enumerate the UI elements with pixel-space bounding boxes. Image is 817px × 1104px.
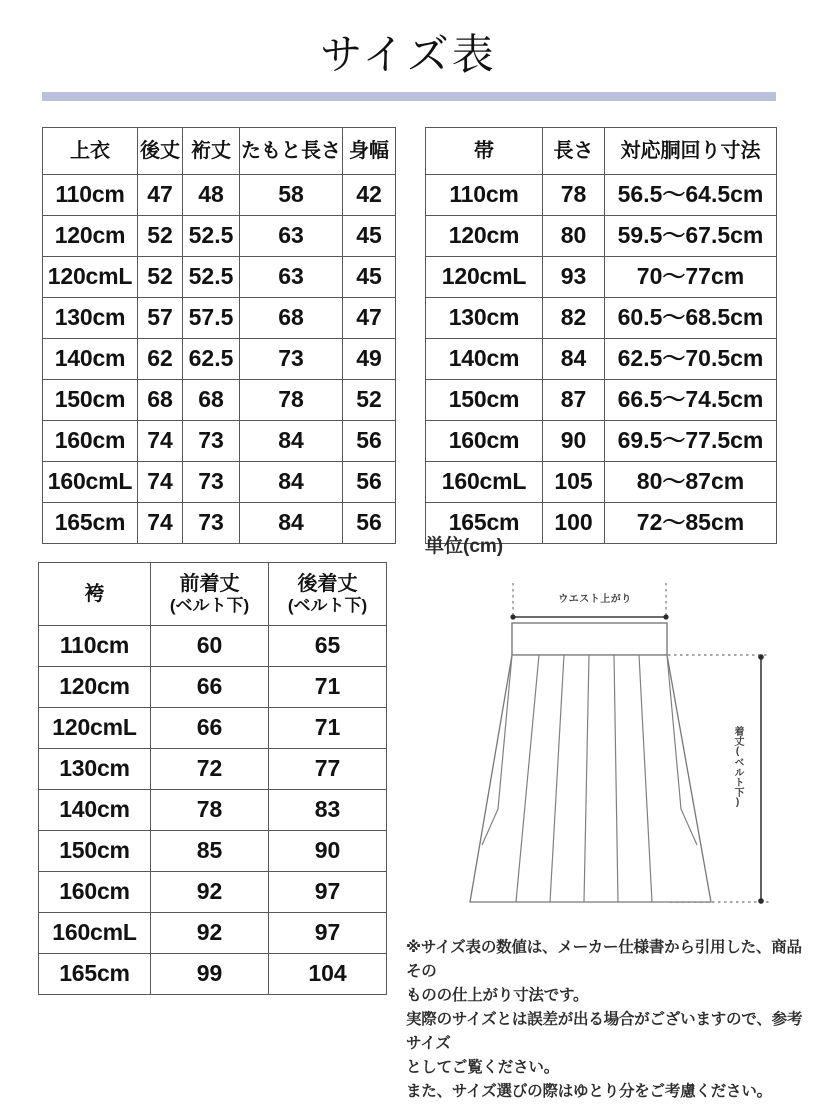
table-row: [43, 257, 396, 298]
table-row: [426, 257, 777, 298]
table-row: [43, 175, 396, 216]
value-cell: 80〜87cm: [605, 462, 777, 503]
column-header: [39, 563, 151, 626]
value-cell: 49: [343, 339, 396, 380]
table-row: [43, 339, 396, 380]
value-cell: 90: [543, 421, 605, 462]
column-header: 後丈: [138, 128, 183, 175]
table-row: [39, 708, 387, 749]
footnote-line: ※サイズ表の数値は、メーカー仕様書から引用した、商品その: [406, 939, 802, 981]
value-cell: 93: [543, 257, 605, 298]
size-cell: 160cmL: [426, 462, 543, 503]
value-cell: 84: [240, 503, 343, 544]
title-divider: [42, 92, 776, 101]
column-header-main: 後着丈: [297, 572, 358, 595]
table-row: [39, 913, 387, 954]
value-cell: 97: [269, 872, 387, 913]
column-header: 長さ: [543, 128, 605, 175]
table-row: [426, 175, 777, 216]
value-cell: 47: [138, 175, 183, 216]
value-cell: 71: [269, 708, 387, 749]
value-cell: 48: [183, 175, 240, 216]
waist-measure-label: ウエスト上がり: [558, 594, 632, 605]
size-cell: 110cm: [43, 175, 138, 216]
value-cell: 72: [151, 749, 269, 790]
column-header: 上衣: [43, 128, 138, 175]
value-cell: 82: [543, 298, 605, 339]
size-cell: 160cmL: [39, 913, 151, 954]
value-cell: 84: [240, 421, 343, 462]
value-cell: 56: [343, 462, 396, 503]
value-cell: 52: [343, 380, 396, 421]
size-cell: 120cmL: [39, 708, 151, 749]
value-cell: 99: [151, 954, 269, 995]
size-cell: 130cm: [43, 298, 138, 339]
column-header: 裄丈: [183, 128, 240, 175]
size-cell: 110cm: [426, 175, 543, 216]
value-cell: 60.5〜68.5cm: [605, 298, 777, 339]
size-cell: 150cm: [426, 380, 543, 421]
table-row: [43, 216, 396, 257]
value-cell: 62.5: [183, 339, 240, 380]
value-cell: 68: [138, 380, 183, 421]
table-header-row: [426, 128, 777, 175]
value-cell: 78: [151, 790, 269, 831]
value-cell: 66: [151, 708, 269, 749]
value-cell: 73: [240, 339, 343, 380]
value-cell: 87: [543, 380, 605, 421]
length-measure-label: 着丈(ベルト下): [732, 726, 743, 808]
size-cell: 165cm: [39, 954, 151, 995]
footnote-line: ものの仕上がり寸法です。: [406, 987, 589, 1005]
footnote: [406, 936, 806, 1104]
value-cell: 72〜85cm: [605, 503, 777, 544]
value-cell: 52.5: [183, 216, 240, 257]
value-cell: 73: [183, 421, 240, 462]
value-cell: 63: [240, 257, 343, 298]
value-cell: 47: [343, 298, 396, 339]
top-garment-table: [42, 127, 396, 544]
table-row: [426, 339, 777, 380]
size-cell: 120cm: [39, 667, 151, 708]
table-row: [43, 298, 396, 339]
value-cell: 100: [543, 503, 605, 544]
value-cell: 57.5: [183, 298, 240, 339]
value-cell: 56: [343, 503, 396, 544]
footnote-line: また、サイズ選びの際はゆとり分をご考慮ください。: [406, 1083, 772, 1101]
column-header: [269, 563, 387, 626]
value-cell: 97: [269, 913, 387, 954]
value-cell: 62: [138, 339, 183, 380]
value-cell: 83: [269, 790, 387, 831]
value-cell: 52: [138, 216, 183, 257]
column-header: たもと長さ: [240, 128, 343, 175]
value-cell: 74: [138, 421, 183, 462]
table-row: [426, 421, 777, 462]
size-cell: 130cm: [426, 298, 543, 339]
value-cell: 77: [269, 749, 387, 790]
value-cell: 78: [543, 175, 605, 216]
value-cell: 52.5: [183, 257, 240, 298]
footnote-line: 実際のサイズとは誤差が出る場合がございますので、参考サイズ: [406, 1011, 803, 1053]
size-cell: 140cm: [39, 790, 151, 831]
page-title: サイズ表: [320, 31, 497, 78]
value-cell: 45: [343, 216, 396, 257]
value-cell: 42: [343, 175, 396, 216]
table-row: [39, 626, 387, 667]
size-cell: 120cmL: [43, 257, 138, 298]
size-cell: 160cm: [39, 872, 151, 913]
value-cell: 92: [151, 913, 269, 954]
table-row: [43, 421, 396, 462]
column-header-main: 前着丈: [179, 572, 240, 595]
size-cell: 165cm: [43, 503, 138, 544]
size-cell: 140cm: [43, 339, 138, 380]
value-cell: 58: [240, 175, 343, 216]
value-cell: 84: [240, 462, 343, 503]
size-cell: 120cmL: [426, 257, 543, 298]
table-row: [39, 872, 387, 913]
value-cell: 71: [269, 667, 387, 708]
value-cell: 90: [269, 831, 387, 872]
value-cell: 69.5〜77.5cm: [605, 421, 777, 462]
value-cell: 78: [240, 380, 343, 421]
value-cell: 80: [543, 216, 605, 257]
value-cell: 68: [240, 298, 343, 339]
table-row: [39, 749, 387, 790]
value-cell: 56: [343, 421, 396, 462]
column-header-sub: (ベルト下): [287, 596, 368, 616]
value-cell: 68: [183, 380, 240, 421]
value-cell: 105: [543, 462, 605, 503]
size-cell: 150cm: [43, 380, 138, 421]
value-cell: 84: [543, 339, 605, 380]
column-header: 帯: [426, 128, 543, 175]
value-cell: 52: [138, 257, 183, 298]
footnote-line: としてご覧ください。: [406, 1059, 560, 1077]
value-cell: 65: [269, 626, 387, 667]
table-row: [39, 790, 387, 831]
value-cell: 70〜77cm: [605, 257, 777, 298]
value-cell: 59.5〜67.5cm: [605, 216, 777, 257]
value-cell: 60: [151, 626, 269, 667]
size-cell: 120cm: [426, 216, 543, 257]
table-row: [43, 503, 396, 544]
value-cell: 56.5〜64.5cm: [605, 175, 777, 216]
value-cell: 73: [183, 503, 240, 544]
column-header-sub: (ベルト下): [169, 596, 250, 616]
table-row: [43, 380, 396, 421]
value-cell: 92: [151, 872, 269, 913]
table-row: [39, 954, 387, 995]
table-row: [426, 216, 777, 257]
value-cell: 66.5〜74.5cm: [605, 380, 777, 421]
value-cell: 62.5〜70.5cm: [605, 339, 777, 380]
column-header: 対応胴回り寸法: [605, 128, 777, 175]
value-cell: 63: [240, 216, 343, 257]
size-cell: 160cm: [426, 421, 543, 462]
value-cell: 85: [151, 831, 269, 872]
size-cell: 110cm: [39, 626, 151, 667]
size-cell: 160cm: [43, 421, 138, 462]
value-cell: 74: [138, 503, 183, 544]
column-header-main: 袴: [84, 582, 105, 605]
hakama-measurement-diagram: [408, 565, 808, 935]
table-row: [426, 298, 777, 339]
table-row: [39, 667, 387, 708]
value-cell: 73: [183, 462, 240, 503]
size-cell: 150cm: [39, 831, 151, 872]
table-row: [39, 831, 387, 872]
value-cell: 57: [138, 298, 183, 339]
table-row: [426, 380, 777, 421]
size-cell: 160cmL: [43, 462, 138, 503]
size-cell: 140cm: [426, 339, 543, 380]
size-cell: 120cm: [43, 216, 138, 257]
hakama-table: [38, 562, 387, 995]
obi-table: [425, 127, 777, 544]
table-row: [43, 462, 396, 503]
size-cell: 130cm: [39, 749, 151, 790]
value-cell: 104: [269, 954, 387, 995]
value-cell: 66: [151, 667, 269, 708]
table-row: [426, 462, 777, 503]
column-header: 身幅: [343, 128, 396, 175]
value-cell: 74: [138, 462, 183, 503]
unit-note: 単位(cm): [425, 536, 504, 557]
table-header-row: [43, 128, 396, 175]
table-header-row: [39, 563, 387, 626]
value-cell: 45: [343, 257, 396, 298]
column-header: [151, 563, 269, 626]
size-cell: 165cm: [426, 503, 543, 544]
